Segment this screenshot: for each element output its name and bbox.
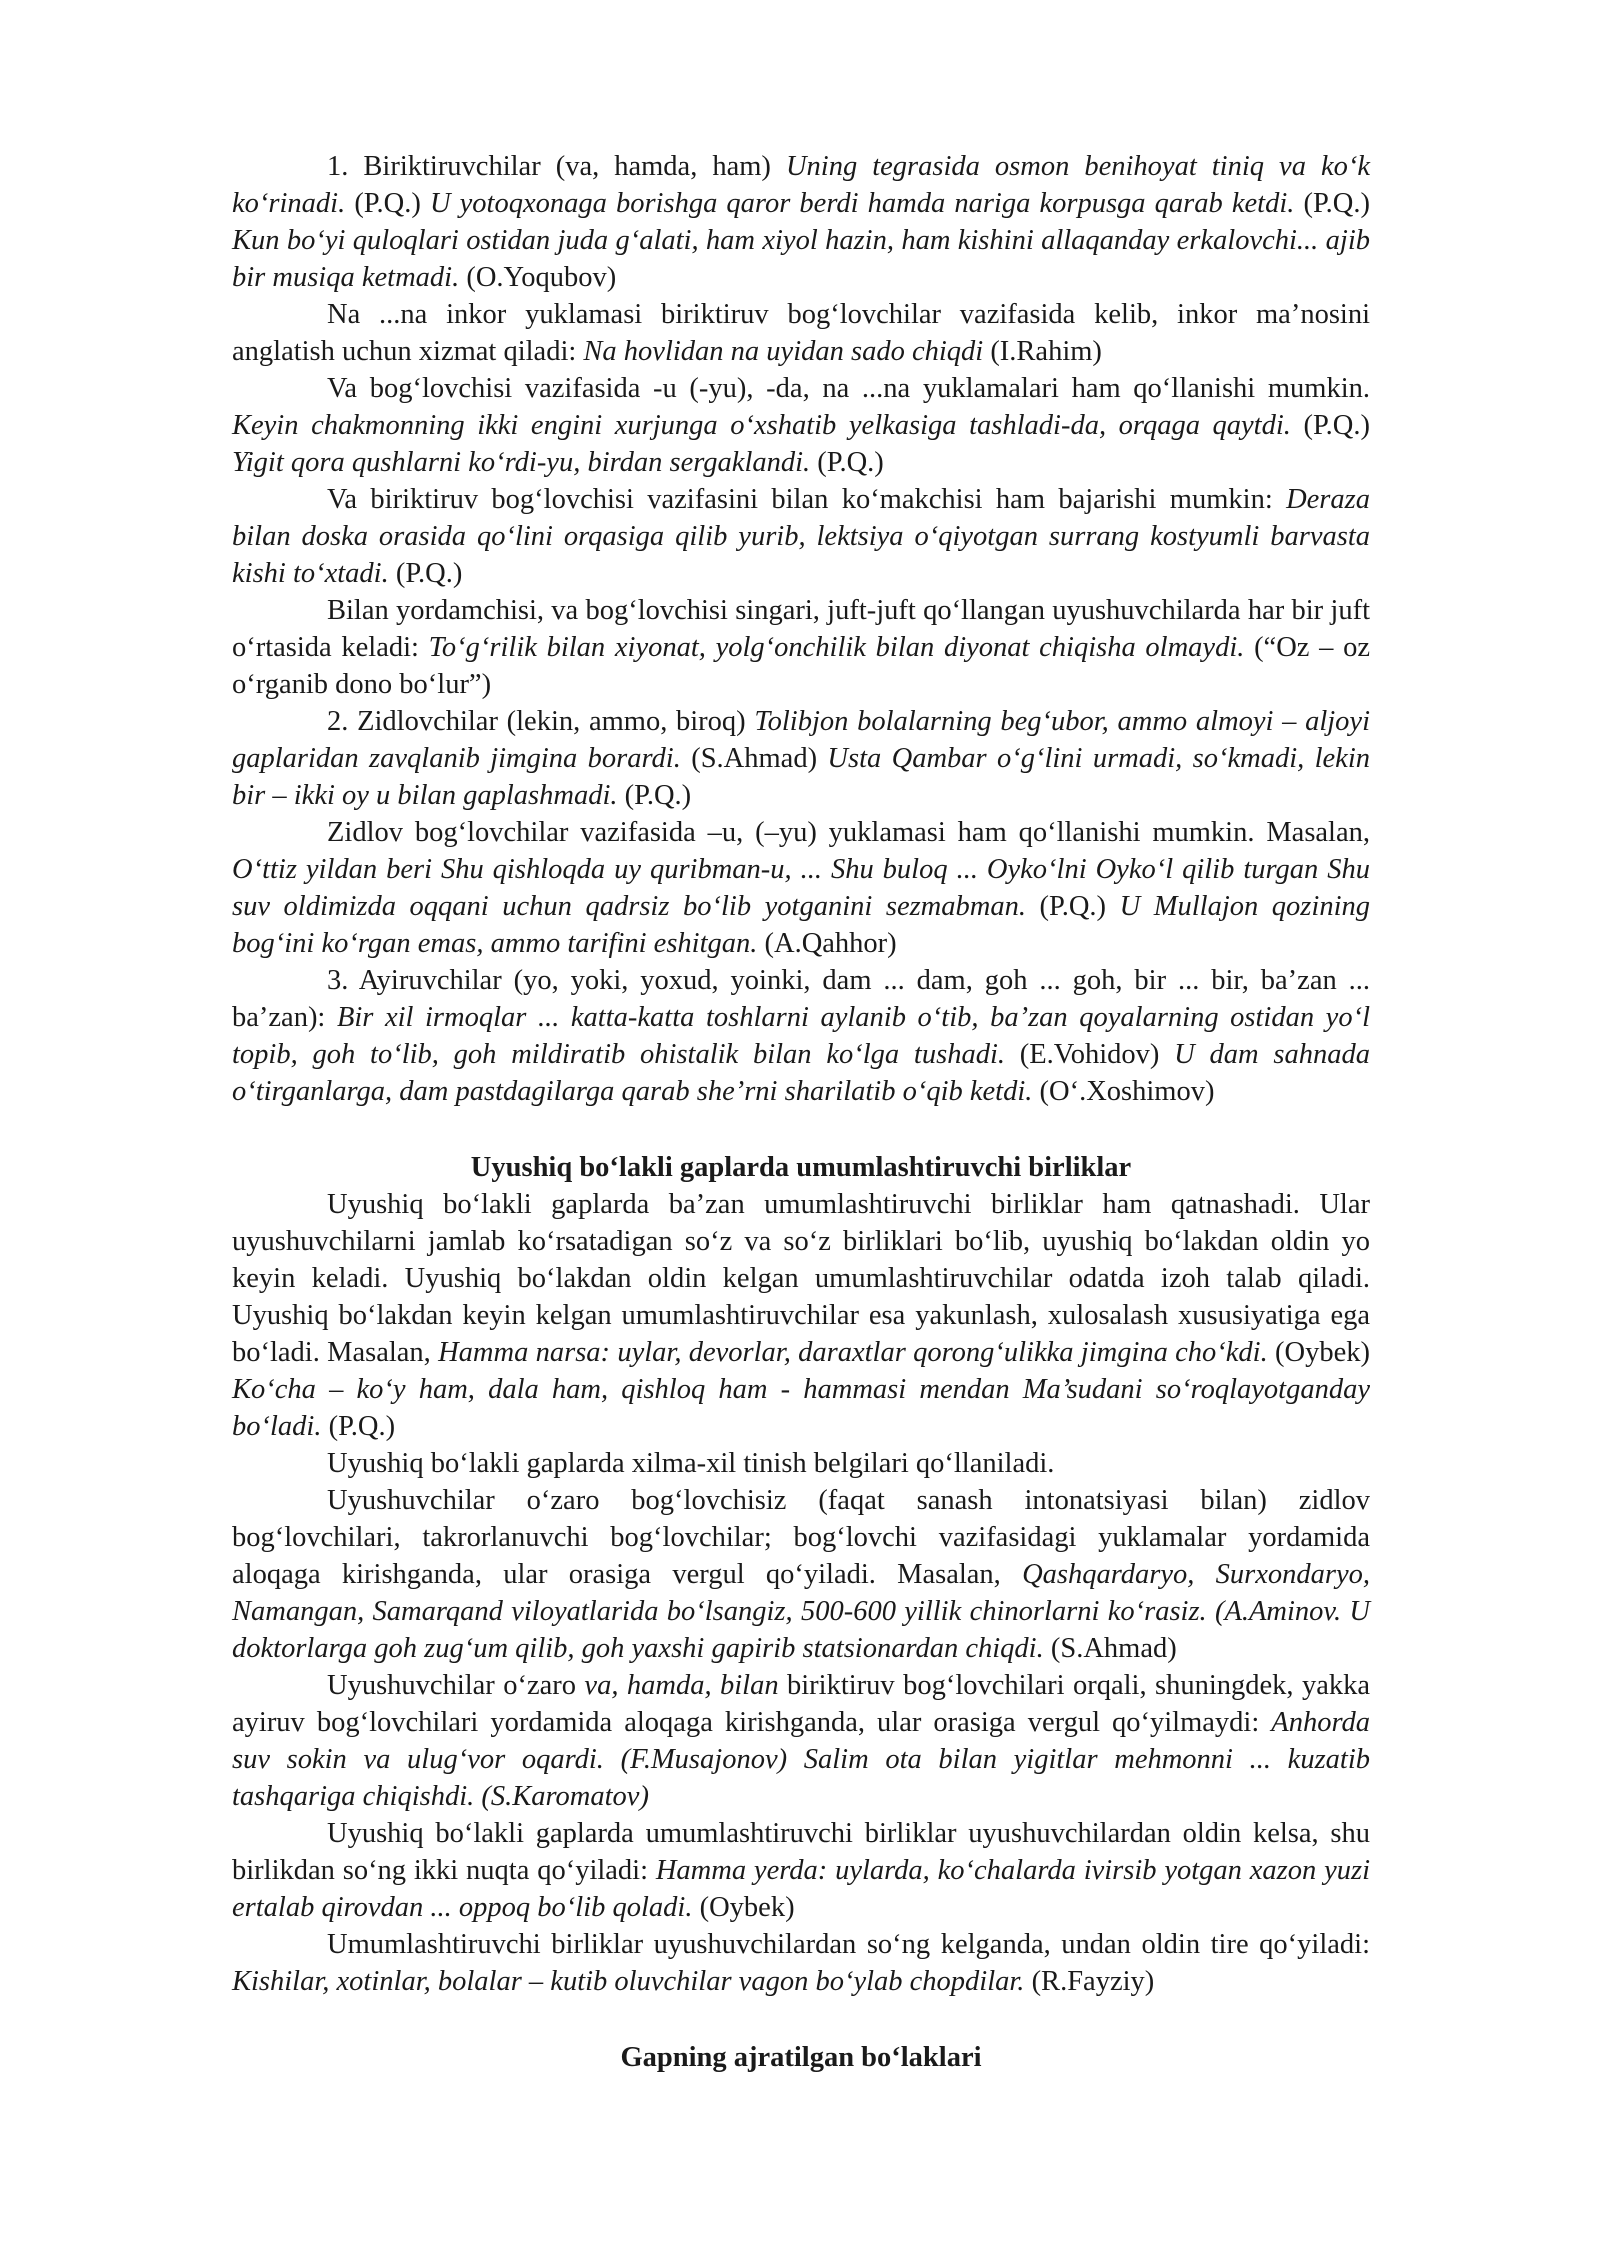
example-text: Kishilar, xotinlar, bolalar – kutib oluvchilar vagon bo‘ylab chopdilar. bbox=[232, 1966, 1025, 1997]
section-heading-generalizing-units: Uyushiq bo‘lakli gaplarda umumlashtiruvchi birliklar bbox=[470, 1152, 1132, 1183]
example-text: Usta Qambar o‘g‘lini urmadi, so‘kmadi, lekin bir – ikki oy u bilan gaplashmadi. bbox=[232, 743, 1371, 811]
example-text: Kun bo‘yi quloqlari ostidan juda g‘alati, ham xiyol hazin, ham kishini allaqanday erkalovchi... ajib bir musiqa ketmadi. bbox=[232, 225, 1370, 293]
example-text: Bir xil irmoqlar ... katta-katta toshlarni aylanib o‘tib, ba’zan qoyalarning ostidan yo‘l topib, goh to‘lib, goh mildiratib ohistalik bilan ko‘lga tushadi. bbox=[232, 1002, 1370, 1070]
paragraph bbox=[232, 148, 1370, 296]
example-text: U Mullajon qozining bog‘ini ko‘rgan emas, ammo tarifini eshitgan. bbox=[232, 891, 1370, 959]
example-text: O‘ttiz yildan beri Shu qishloqda uy quribman-u, ... Shu buloq ... Oyko‘lni Oyko‘l qilib turgan Shu suv oldimizda oqqani uchun qadrsiz bo‘lib yotganini sezmabman. bbox=[232, 854, 1370, 922]
document-page bbox=[232, 148, 1370, 2076]
example-text: Hamma narsa: uylar, devorlar, daraxtlar qorong‘ulikka jimgina cho‘kdi. bbox=[438, 1337, 1268, 1368]
paragraph-text: (O‘.Xoshimov) bbox=[1032, 1076, 1215, 1107]
example-text: Tolibjon bolalarning beg‘ubor, ammo almoyi – aljoyi gaplaridan zavqlanib jimgina borardi. bbox=[232, 706, 1371, 774]
paragraph-text: (E.Vohidov) bbox=[1005, 1039, 1175, 1070]
example-text: Na hovlidan na uyidan sado chiqdi bbox=[583, 336, 984, 367]
paragraph bbox=[232, 1667, 1370, 1815]
paragraph-text: (R.Fayziy) bbox=[1024, 1966, 1155, 1997]
paragraph-text: (S.Ahmad) bbox=[680, 743, 828, 774]
paragraph-text: (P.Q.) bbox=[1294, 188, 1370, 219]
paragraph-text: Uyushuvchilar o‘zaro bog‘lovchisiz (faqat sanash intonatsiyasi bilan) zidlov bog‘lovchilari, takrorlanuvchi bog‘lovchilar; bog‘lovchi vazifasidagi yuklamalar yordamida aloqaga kirishganda, ular orasiga vergul qo‘yiladi. Masalan, bbox=[232, 1485, 1370, 1590]
paragraph-text: Uyushiq bo‘lakli gaplarda xilma-xil tinish belgilari qo‘llaniladi. bbox=[327, 1448, 1055, 1479]
example-text: Anhorda suv sokin va ulug‘vor oqardi. (F.Musajonov) Salim ota bilan yigitlar mehmonni ... kuzatib tashqariga chiqishdi. (S.Karomatov) bbox=[232, 1707, 1370, 1812]
paragraph-text: (Oybek) bbox=[1267, 1337, 1370, 1368]
paragraph-text: Bilan yordamchisi, va bog‘lovchisi singari, juft-juft qo‘llangan uyushuvchilarda har bir juft o‘rtasida keladi: bbox=[232, 595, 1370, 663]
paragraph-text: (S.Ahmad) bbox=[1043, 1633, 1177, 1664]
example-text: U dam sahnada o‘tirganlarga, dam pastdagilarga qarab she’rni sharilatib o‘qib ketdi. bbox=[232, 1039, 1370, 1107]
example-text: Yigit qora qushlarni ko‘rdi-yu, birdan sergaklandi. bbox=[232, 447, 811, 478]
example-text: Hamma yerda: uylarda, ko‘chalarda ivirsib yotgan xazon yuzi ertalab qirovdan ... oppoq bo‘lib qoladi. bbox=[232, 1855, 1370, 1923]
paragraph-text: 2. Zidlovchilar (lekin, ammo, biroq) bbox=[327, 706, 755, 737]
paragraph bbox=[232, 1926, 1370, 2000]
paragraph bbox=[232, 1445, 1370, 1482]
paragraph bbox=[232, 481, 1370, 592]
paragraph bbox=[232, 1482, 1370, 1667]
paragraph-text: (P.Q.) bbox=[1290, 410, 1370, 441]
paragraph-text: Va bog‘lovchisi vazifasida -u (-yu), -da, na ...na yuklamalari ham qo‘llanishi mumkin. bbox=[327, 373, 1370, 404]
paragraph-text: (“Oz – oz o‘rganib dono bo‘lur”) bbox=[232, 632, 1370, 700]
paragraph bbox=[232, 296, 1370, 370]
example-text: Deraza bilan doska orasida qo‘lini orqasiga qilib yurib, lektsiya o‘qiyotgan surrang kostyumli barvasta kishi to‘xtadi. bbox=[232, 484, 1370, 589]
example-text: Keyin chakmonning ikki engini xurjunga o‘xshatib yelkasiga tashladi-da, orqaga qaytdi. bbox=[232, 410, 1291, 441]
paragraph-text: (P.Q.) bbox=[345, 188, 430, 219]
paragraph-text: Uyushiq bo‘lakli gaplarda umumlashtiruvchi birliklar uyushuvchilardan oldin kelsa, shu birlikdan so‘ng ikki nuqta qo‘yiladi: bbox=[232, 1818, 1370, 1886]
paragraph-text: (P.Q.) bbox=[321, 1411, 396, 1442]
paragraph-text: (P.Q.) bbox=[810, 447, 884, 478]
paragraph-text: 1. Biriktiruvchilar (va, hamda, ham) bbox=[327, 151, 786, 182]
paragraph-text: biriktiruv bog‘lovchilari orqali, shuningdek, yakka ayiruv bog‘lovchilari yordamida aloqaga kirishganda, ular orasiga vergul qo‘yilmaydi: bbox=[232, 1670, 1370, 1738]
paragraph-text: (O.Yoqubov) bbox=[459, 262, 617, 293]
example-text: To‘g‘rilik bilan xiyonat, yolg‘onchilik bilan diyonat chiqisha olmaydi. bbox=[428, 632, 1245, 663]
section-generalizing-units-body bbox=[232, 1186, 1370, 2000]
paragraph-text: (Oybek) bbox=[692, 1892, 795, 1923]
paragraph bbox=[232, 962, 1370, 1110]
paragraph-text: (I.Rahim) bbox=[983, 336, 1102, 367]
paragraph-text: (A.Qahhor) bbox=[757, 928, 897, 959]
example-text: va, hamda, bilan bbox=[584, 1670, 779, 1701]
paragraph bbox=[232, 703, 1370, 814]
paragraph bbox=[232, 1186, 1370, 1445]
paragraph-text: Va biriktiruv bog‘lovchisi vazifasini bilan ko‘makchisi ham bajarishi mumkin: bbox=[327, 484, 1287, 515]
paragraph-text: (P.Q.) bbox=[1025, 891, 1120, 922]
paragraph bbox=[232, 592, 1370, 703]
section-conjunction-types bbox=[232, 148, 1370, 1110]
paragraph-text: Uyushiq bo‘lakli gaplarda ba’zan umumlashtiruvchi birliklar ham qatnashadi. Ular uyushuvchilarni jamlab ko‘rsatadigan so‘z va so‘z birliklari bo‘lib, uyushiq bo‘lakdan oldin yo keyin keladi. Uyushiq bo‘lakdan oldin kelgan umumlashtiruvchilar odatda izoh talab qiladi. Uyushiq bo‘lakdan keyin kelgan umumlashtiruvchilar esa yakunlash, xulosalash xususiyatiga ega bo‘ladi. Masalan, bbox=[232, 1189, 1370, 1368]
example-text: Ko‘cha – ko‘y ham, dala ham, qishloq ham - hammasi mendan Ma’sudani so‘roqlayotganday bo‘ladi. bbox=[232, 1374, 1370, 1442]
paragraph-text: Zidlov bog‘lovchilar vazifasida –u, (–yu) yuklamasi ham qo‘llanishi mumkin. Masalan, bbox=[327, 817, 1370, 848]
example-text: Uning tegrasida osmon benihoyat tiniq va ko‘k ko‘rinadi. bbox=[232, 151, 1371, 219]
example-text: U yotoqxonaga borishga qaror berdi hamda nariga korpusga qarab ketdi. bbox=[429, 188, 1295, 219]
paragraph bbox=[232, 814, 1370, 962]
paragraph-text: (P.Q.) bbox=[617, 780, 692, 811]
paragraph bbox=[232, 1815, 1370, 1926]
paragraph-text: Na ...na inkor yuklamasi biriktiruv bog‘lovchilar vazifasida kelib, inkor ma’nosini anglatish uchun xizmat qiladi: bbox=[232, 299, 1370, 367]
paragraph-text: Umumlashtiruvchi birliklar uyushuvchilardan so‘ng kelganda, undan oldin tire qo‘yiladi: bbox=[327, 1929, 1370, 1960]
example-text: Qashqardaryo, Surxondaryo, Namangan, Samarqand viloyatlarida bo‘lsangiz, 500-600 yillik chinorlarni ko‘rasiz. (A.Aminov. U doktorlarga goh zug‘um qilib, goh yaxshi gapirib statsionardan chiqdi. bbox=[232, 1559, 1370, 1664]
section-heading-isolated-parts: Gapning ajratilgan bo‘laklari bbox=[620, 2042, 982, 2073]
paragraph-text: Uyushuvchilar o‘zaro bbox=[327, 1670, 585, 1701]
paragraph-text: 3. Ayiruvchilar (yo, yoki, yoxud, yoinki, dam ... dam, goh ... goh, bir ... bir, ba’zan ... ba’zan): bbox=[232, 965, 1370, 1033]
paragraph bbox=[232, 370, 1370, 481]
paragraph-text: (P.Q.) bbox=[388, 558, 463, 589]
